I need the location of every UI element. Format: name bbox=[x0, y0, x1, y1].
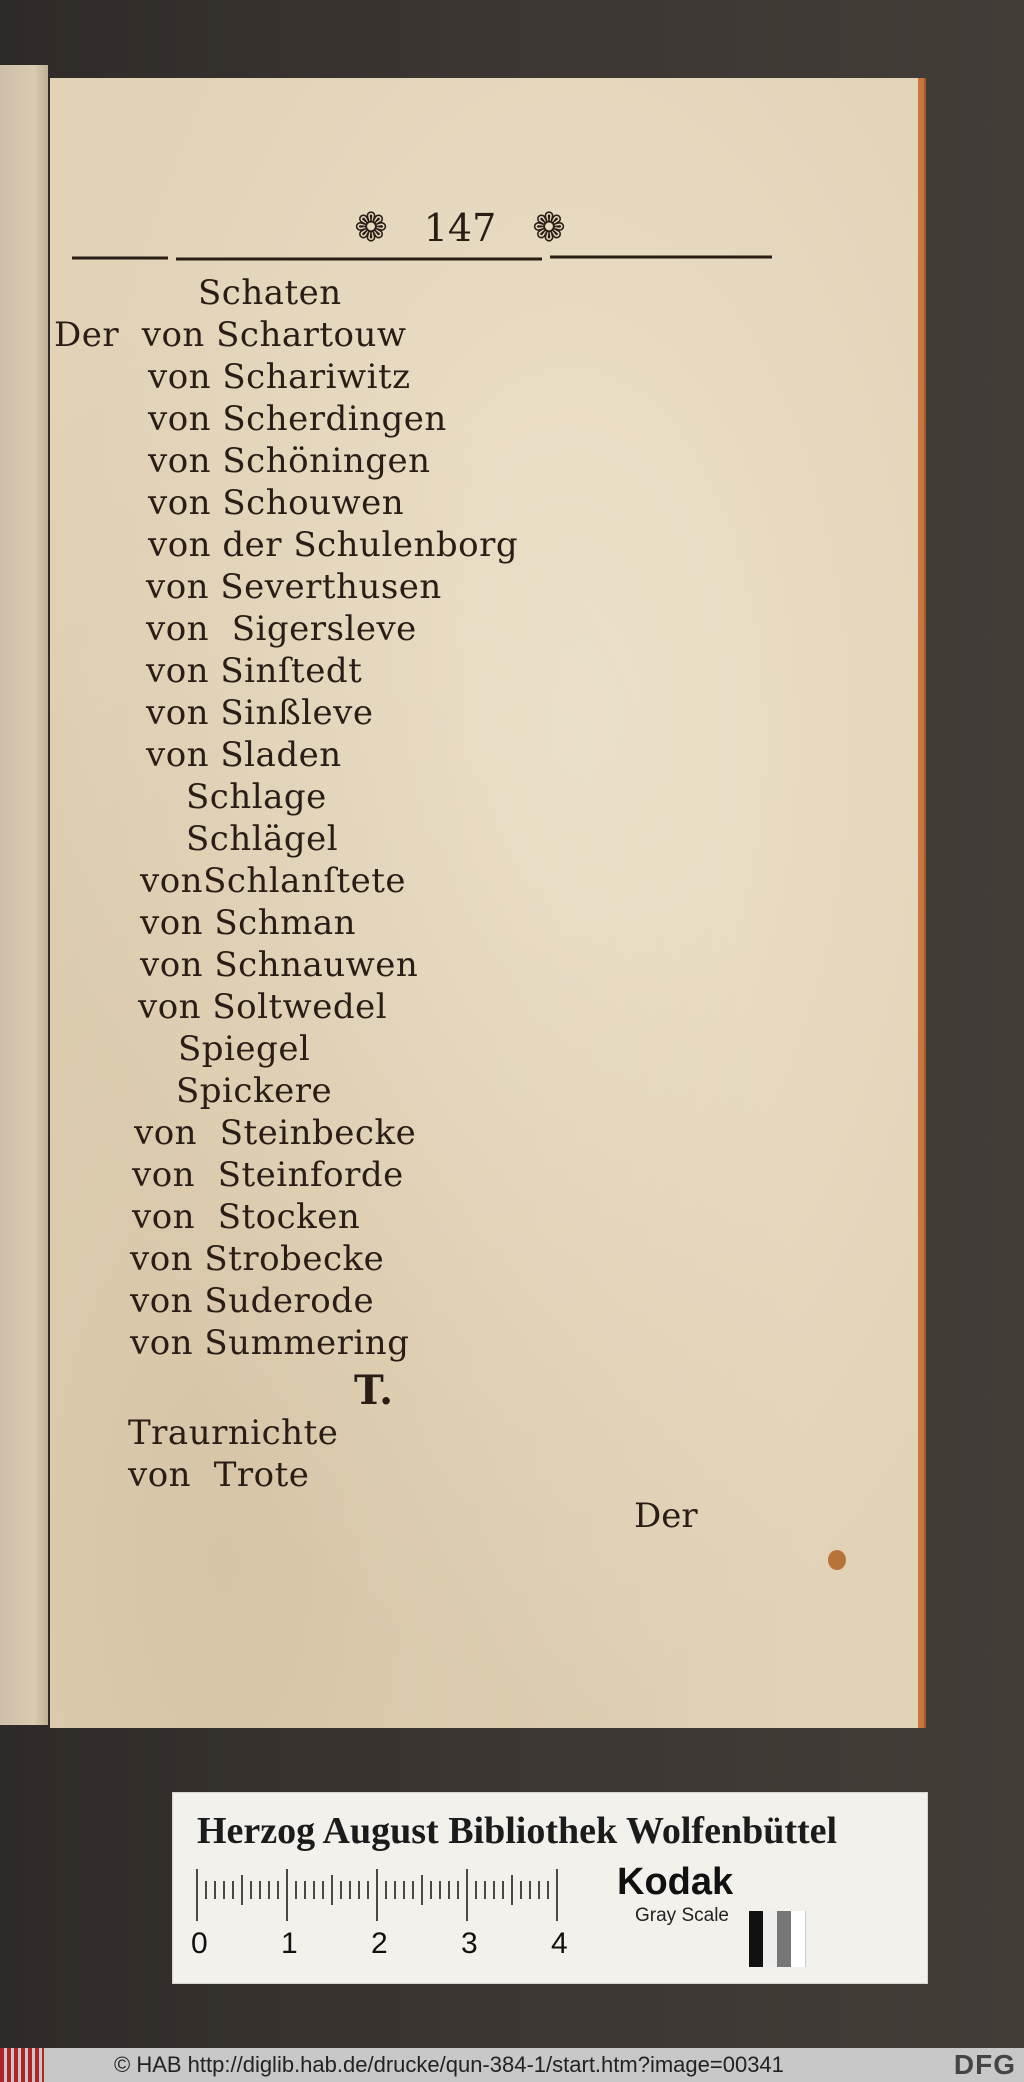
gray-patch bbox=[777, 1911, 791, 1967]
library-name: Herzog August Bibliothek Wolfenbüttel bbox=[197, 1810, 838, 1852]
gray-patch bbox=[749, 1911, 763, 1967]
list-item: von Sladen bbox=[146, 735, 342, 775]
list-item: von Sinßleve bbox=[146, 693, 374, 733]
previous-page-edge bbox=[0, 65, 48, 1725]
viewer-footer bbox=[0, 2048, 1024, 2082]
source-url[interactable]: © HAB http://diglib.hab.de/drucke/qun-384-1/start.htm?image=00341 bbox=[114, 2052, 784, 2077]
list-item: Spickere bbox=[176, 1071, 333, 1111]
list-item: von der Schulenborg bbox=[148, 525, 519, 565]
list-item: Schlage bbox=[186, 777, 327, 817]
gray-scale-label: Gray Scale bbox=[635, 1905, 729, 1926]
scale-number: 2 bbox=[371, 1927, 388, 1960]
ruler-scale bbox=[195, 1869, 585, 1929]
ornament-right-icon: ❁ bbox=[532, 205, 566, 251]
list-item: von Strobecke bbox=[130, 1239, 385, 1279]
list-item: vonSchlanſtete bbox=[140, 861, 407, 901]
list-item: Schaten bbox=[198, 273, 342, 313]
list-item: von Steinforde bbox=[132, 1155, 404, 1195]
section-letter: T. bbox=[354, 1367, 394, 1414]
ink-stain bbox=[828, 1550, 846, 1570]
hab-logo-icon bbox=[0, 2048, 44, 2082]
list-item: von Summering bbox=[130, 1323, 410, 1363]
list-item: Spiegel bbox=[178, 1029, 311, 1069]
surname-list bbox=[50, 273, 650, 1573]
scale-number: 0 bbox=[191, 1927, 208, 1960]
list-item: von Trote bbox=[128, 1455, 310, 1495]
list-item: von Schariwitz bbox=[148, 357, 411, 397]
list-item: von Steinbecke bbox=[134, 1113, 417, 1153]
list-item: von Schouwen bbox=[148, 483, 405, 523]
list-item: von Scherdingen bbox=[148, 399, 447, 439]
list-item: von Sinſtedt bbox=[146, 651, 363, 691]
scale-number: 1 bbox=[281, 1927, 298, 1960]
list-item: von Schman bbox=[140, 903, 357, 943]
scale-number: 4 bbox=[551, 1927, 568, 1960]
page-number: 147 bbox=[423, 206, 497, 250]
list-item: von Schöningen bbox=[148, 441, 431, 481]
book-page bbox=[50, 78, 924, 1728]
dfg-logo: DFG bbox=[953, 2049, 1016, 2080]
list-item: von Schnauwen bbox=[140, 945, 419, 985]
gray-patch bbox=[791, 1911, 806, 1967]
list-item: von Sigersleve bbox=[146, 609, 417, 649]
list-item: Der von Schartouw bbox=[54, 315, 407, 355]
page-header bbox=[300, 198, 620, 258]
header-rule bbox=[72, 254, 772, 264]
list-item: Traurnichte bbox=[128, 1413, 339, 1453]
kodak-brand: Kodak bbox=[617, 1861, 734, 1903]
list-item: von Soltwedel bbox=[138, 987, 388, 1027]
catchword: Der bbox=[634, 1496, 698, 1536]
list-item: Schlägel bbox=[186, 819, 339, 859]
list-item: von Severthusen bbox=[146, 567, 442, 607]
gray-patch bbox=[763, 1911, 777, 1967]
ornament-left-icon: ❁ bbox=[354, 205, 388, 251]
scale-number: 3 bbox=[461, 1927, 478, 1960]
list-item: von Stocken bbox=[132, 1197, 361, 1237]
list-item: von Suderode bbox=[130, 1281, 375, 1321]
color-target bbox=[172, 1792, 928, 1984]
